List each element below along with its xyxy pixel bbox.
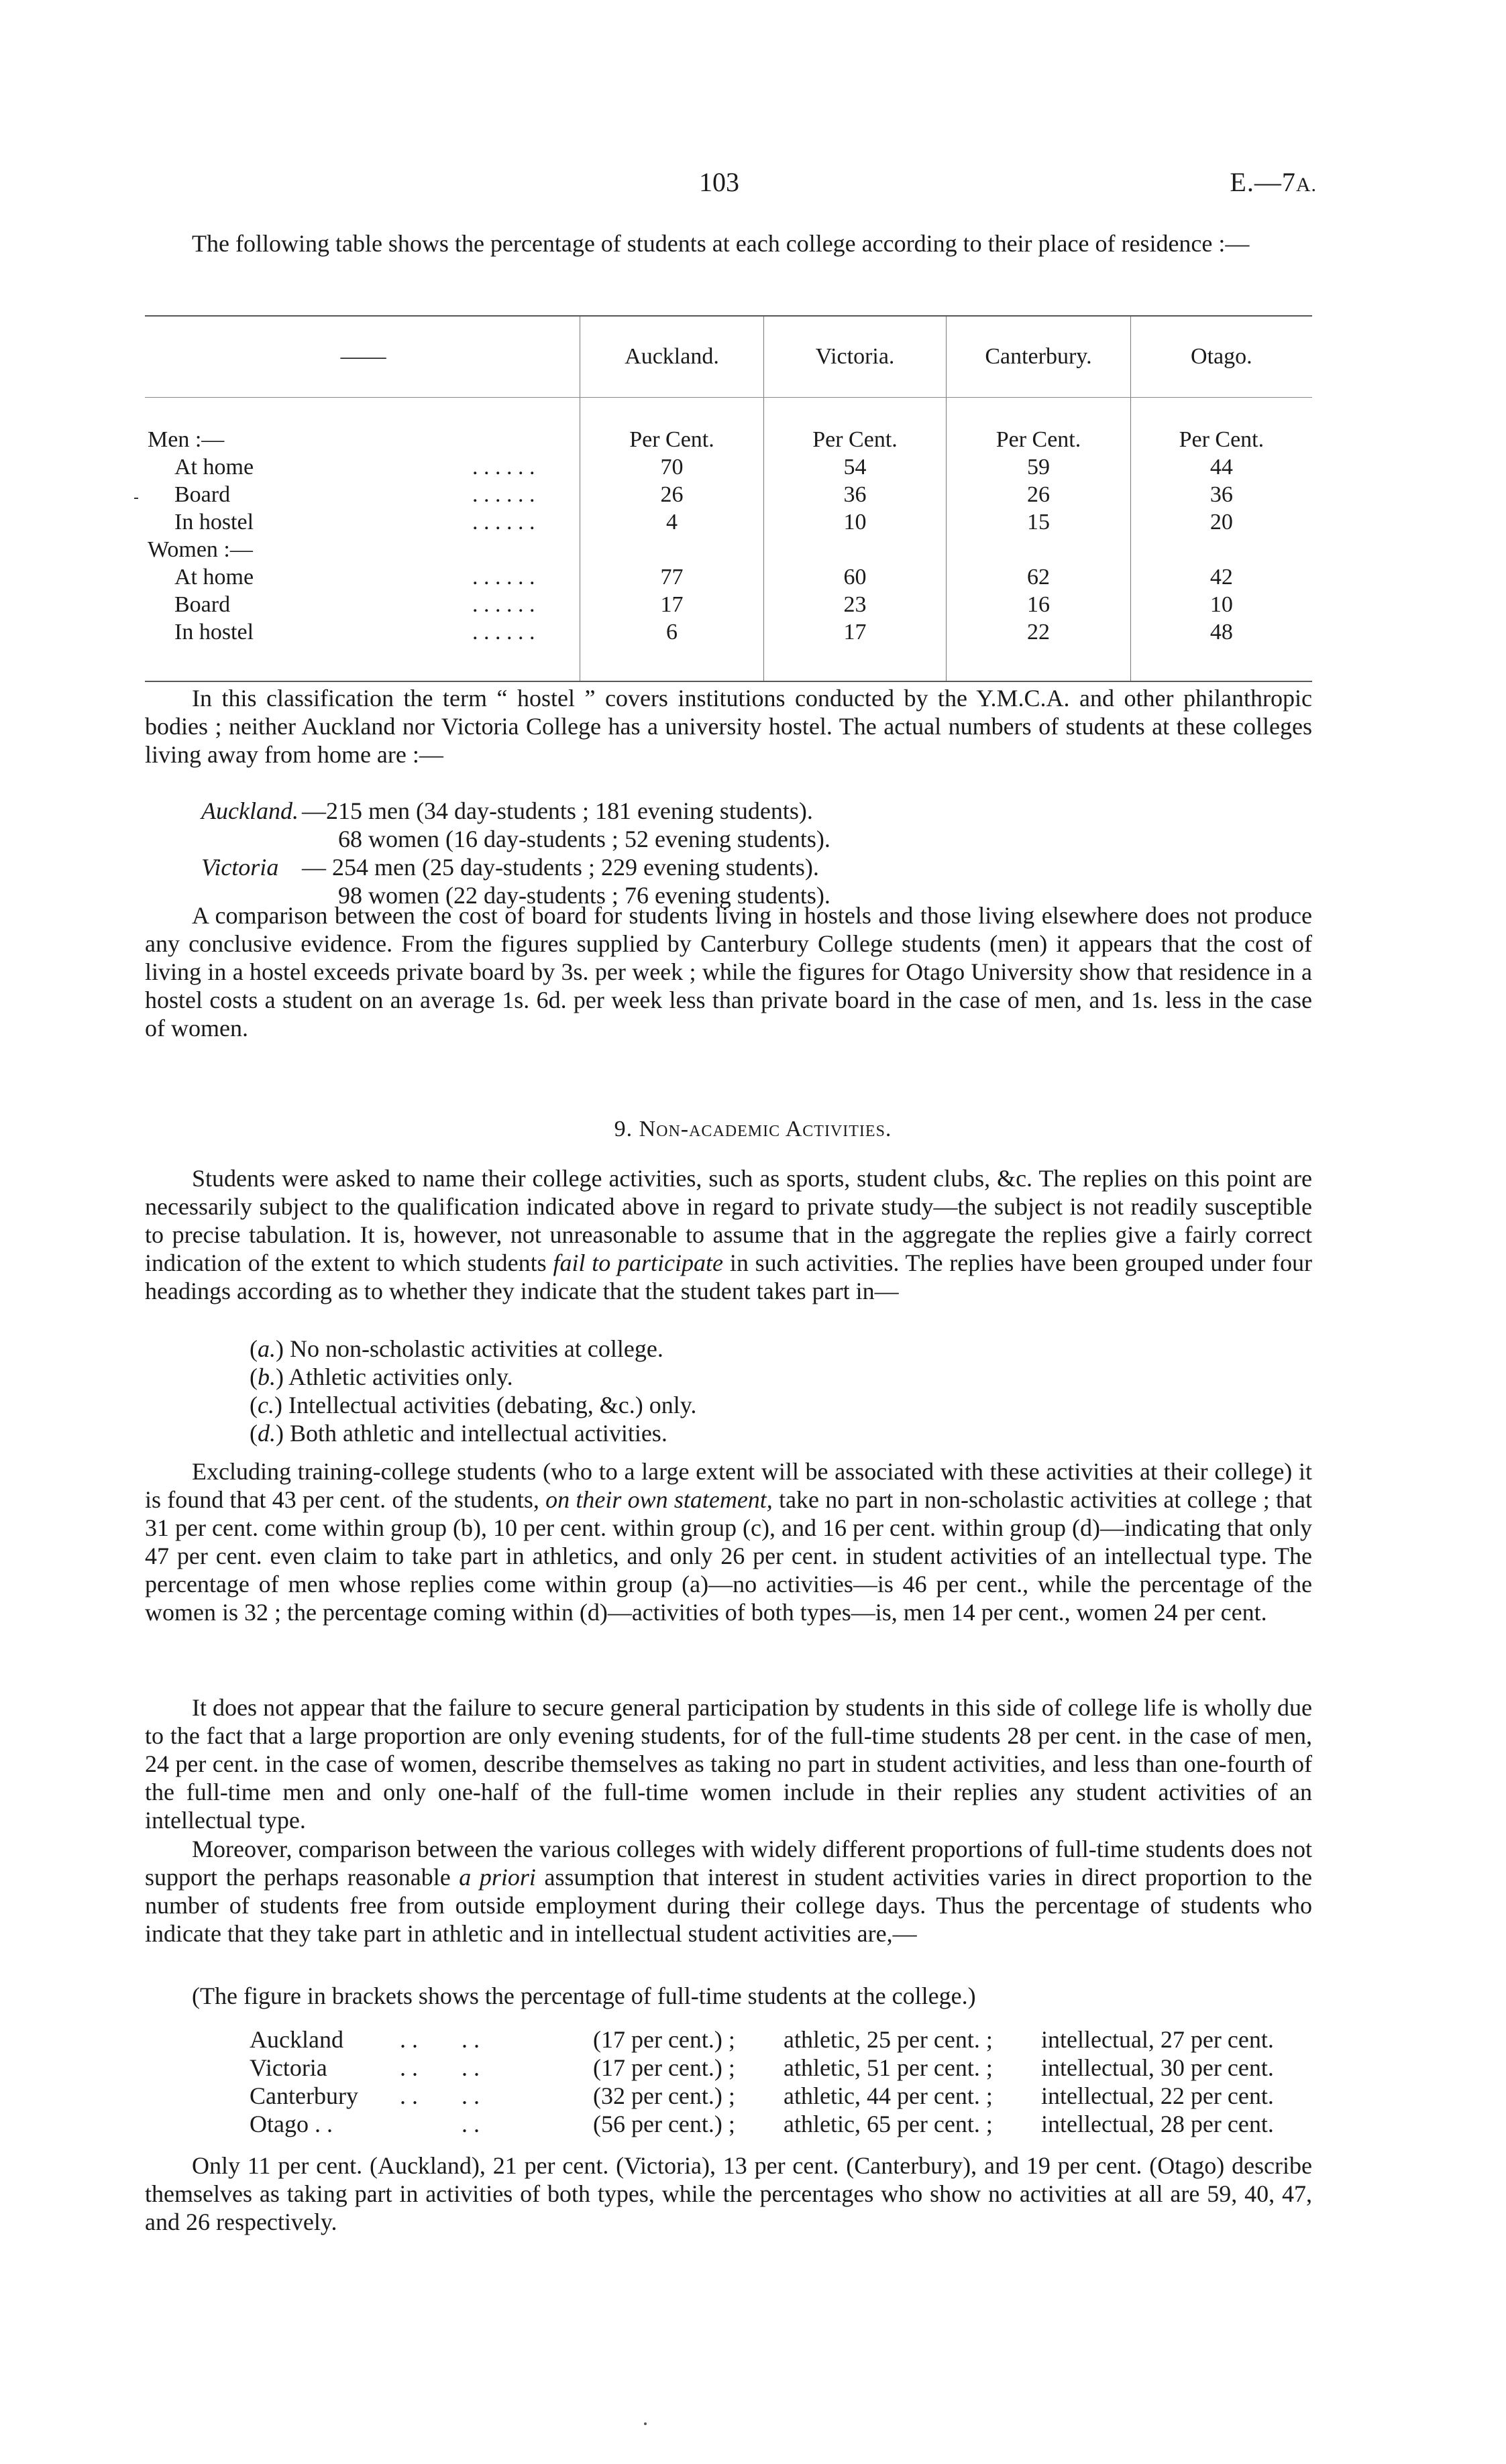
row-label-text: At home xyxy=(174,564,254,590)
group-label-men: Men :— xyxy=(148,427,225,452)
doc-ref-suffix: A. xyxy=(1295,174,1317,196)
leader-dots: . . . . . . xyxy=(472,482,535,507)
intro-paragraph xyxy=(145,229,1312,258)
row-label-text: In hostel xyxy=(174,619,254,645)
document-reference xyxy=(1230,166,1317,198)
section-number: 9. xyxy=(614,1117,633,1141)
fulltime-percent: (17 per cent.) ; xyxy=(593,2026,735,2053)
list-item: (a.) No non-scholastic activities at college. xyxy=(250,1335,663,1362)
excluding-text-b: take no part in non-scholastic activities at college ; that 31 per cent. come within group (b), 10 per cent. within group (c), and 16 per cent. within group (d)—indicating that only 47 per cent. even claim to take part in athletics, and only 26 per cent. in student activities of an intellectual type. The percentage of men whose replies come within group (a)—no activities—is 46 per cent., while the percentage of the women is 32 ; the percentage coming within (d)—activities of both types—is, men 14 per cent., women 24 per cent. xyxy=(145,1486,1312,1626)
excluding-text-a: Excluding training-college students (who to a large extent will be associated with these activities at their college) it is found that 43 per cent. of the students, xyxy=(145,1458,1312,1513)
table-cell: 17 xyxy=(763,618,946,681)
table-row xyxy=(145,453,1312,481)
page-speck xyxy=(644,2422,647,2425)
table-header-row xyxy=(145,316,1312,398)
auckland-women: 68 women (16 day-students ; 52 evening students). xyxy=(338,826,830,852)
row-label-text: In hostel xyxy=(174,509,254,535)
cost-paragraph xyxy=(145,901,1312,1042)
athletic-percent: athletic, 51 per cent. ; xyxy=(784,2054,993,2081)
table-cell: 62 xyxy=(947,563,1130,591)
table-cell: 36 xyxy=(763,481,946,508)
leader-dots: . . xyxy=(400,2082,418,2109)
group-text: No non-scholastic activities at college. xyxy=(290,1335,663,1362)
intellectual-percent: intellectual, 22 per cent. xyxy=(1041,2082,1274,2109)
intellectual-percent: intellectual, 30 per cent. xyxy=(1041,2054,1274,2081)
unit-cell: Per Cent. xyxy=(1130,398,1312,454)
moreover-text-a: Moreover, comparison between the various colleges with widely different proportions of full-time students does not support the perhaps reasonable xyxy=(145,1836,1312,1891)
table-cell: 70 xyxy=(580,453,764,481)
athletic-percent: athletic, 44 per cent. ; xyxy=(784,2082,993,2109)
leader-dots: . . xyxy=(462,2111,480,2137)
table-cell: 48 xyxy=(1130,618,1312,681)
excluding-text xyxy=(145,1457,1312,1626)
row-label xyxy=(145,453,580,481)
empty-cell xyxy=(763,536,946,563)
table-cell: 59 xyxy=(947,453,1130,481)
group-list xyxy=(250,1335,696,1447)
page-number: 103 xyxy=(699,167,739,197)
leader-dots: . . . . . . xyxy=(472,509,535,535)
group-label-women: Women :— xyxy=(148,537,253,562)
page-header xyxy=(0,166,1506,207)
list-item: (b.) Athletic activities only. xyxy=(250,1363,513,1390)
college-name: Otago . . xyxy=(250,2111,333,2137)
table-cell: 10 xyxy=(763,508,946,536)
table-cell: 44 xyxy=(1130,453,1312,481)
hostel-paragraph xyxy=(145,684,1312,769)
table-cell: 23 xyxy=(763,591,946,618)
activities-text xyxy=(145,1164,1312,1305)
col-header-victoria: Victoria. xyxy=(763,316,946,398)
empty-cell xyxy=(947,536,1130,563)
table-cell: 20 xyxy=(1130,508,1312,536)
table-row xyxy=(145,508,1312,536)
list-item: (d.) Both athletic and intellectual activities. xyxy=(250,1420,667,1447)
fulltime-percent: (56 per cent.) ; xyxy=(593,2111,735,2137)
row-label xyxy=(145,618,580,681)
row-label-text: Board xyxy=(174,592,231,617)
final-text: Only 11 per cent. (Auckland), 21 per cent. (Victoria), 13 per cent. (Canterbury), and 19 per cent. (Otago) describe themselves as taking part in activities of both types, while the percentages who show no activities at all are 59, 40, 47, and 26 respectively. xyxy=(145,2152,1312,2235)
athletic-percent: athletic, 65 per cent. ; xyxy=(784,2111,993,2137)
table-cell: 10 xyxy=(1130,591,1312,618)
table-cell: 16 xyxy=(947,591,1130,618)
leader-dots: . . . . . . xyxy=(472,454,535,480)
intro-text: The following table shows the percentage of students at each college according to their place of residence :— xyxy=(192,230,1250,257)
leader-dots: . . xyxy=(462,2082,480,2109)
moreover-emphasis: a priori xyxy=(459,1864,536,1891)
table-cell: 60 xyxy=(763,563,946,591)
hostel-text: In this classification the term “ hostel ” covers institutions conducted by the Y.M.C.A. and other philanthropic bodies ; neither Auckland nor Victoria College has a university hostel. The actual numbers of students at these colleges living away from home are :— xyxy=(145,685,1312,768)
table-row xyxy=(145,591,1312,618)
table-cell: 77 xyxy=(580,563,764,591)
leader-dots: . . . . . . xyxy=(472,564,535,590)
col-header-canterbury: Canterbury. xyxy=(947,316,1130,398)
intellectual-percent: intellectual, 28 per cent. xyxy=(1041,2111,1274,2137)
table-cell: 54 xyxy=(763,453,946,481)
final-paragraph xyxy=(145,2151,1312,2236)
college-name-victoria: Victoria xyxy=(201,854,279,881)
unit-cell: Per Cent. xyxy=(947,398,1130,454)
table-cell: 6 xyxy=(580,618,764,681)
table-row xyxy=(145,536,1312,563)
leader-dots: . . xyxy=(400,2026,418,2053)
table-cell: 22 xyxy=(947,618,1130,681)
fulltime-percent: (17 per cent.) ; xyxy=(593,2054,735,2081)
college-name-auckland: Auckland. xyxy=(201,797,299,824)
unit-cell: Per Cent. xyxy=(763,398,946,454)
victoria-men: — 254 men (25 day-students ; 229 evening students). xyxy=(302,854,819,881)
athletic-percent: athletic, 25 per cent. ; xyxy=(784,2026,993,2053)
failure-paragraph xyxy=(145,1693,1312,1834)
empty-cell xyxy=(580,536,764,563)
section-title: Non-academic Activities. xyxy=(639,1117,892,1141)
failure-text: It does not appear that the failure to secure general participation by students in this side of college life is wholly due to the fact that a large proportion are only evening students, for of the full-time students 28 per cent. in the case of men, 24 per cent. in the case of women, describe themselves as taking no part in student activities, and less than one-fourth of the full-time men and only one-half of the full-time women include in their replies any student activities of an intellectual type. xyxy=(145,1694,1312,1834)
table-cell: 42 xyxy=(1130,563,1312,591)
activities-emphasis: fail to participate xyxy=(553,1249,724,1276)
unit-cell: Per Cent. xyxy=(580,398,764,454)
table-cell: 26 xyxy=(947,481,1130,508)
fulltime-percent: (32 per cent.) ; xyxy=(593,2082,735,2109)
row-label xyxy=(145,563,580,591)
col-header-otago: Otago. xyxy=(1130,316,1312,398)
group-text: Both athletic and intellectual activities. xyxy=(290,1420,667,1447)
row-label xyxy=(145,481,580,508)
moreover-text xyxy=(145,1835,1312,1948)
college-name: Canterbury xyxy=(250,2082,358,2109)
group-letter: c. xyxy=(258,1392,274,1418)
table-corner: —— xyxy=(145,316,580,398)
group-letter: b. xyxy=(258,1363,276,1390)
table-row xyxy=(145,563,1312,591)
table-cell: 15 xyxy=(947,508,1130,536)
leader-dots: . . . . . . xyxy=(472,619,535,645)
moreover-text-b: assumption that interest in student activities varies in direct proportion to the number of students free from outside employment during their college days. Thus the percentage of students who indicate that they take part in athletic and in intellectual student activities are,— xyxy=(145,1864,1312,1947)
row-label xyxy=(145,591,580,618)
row-label-text: At home xyxy=(174,454,254,480)
row-label-text: Board xyxy=(174,482,231,507)
table-row xyxy=(145,398,1312,454)
college-name: Victoria xyxy=(250,2054,327,2081)
table-cell: 26 xyxy=(580,481,764,508)
excluding-paragraph xyxy=(145,1457,1312,1626)
table-cell: 4 xyxy=(580,508,764,536)
group-text: Intellectual activities (debating, &c.) only. xyxy=(288,1392,697,1418)
leader-dots: . . xyxy=(462,2026,480,2053)
list-item: (c.) Intellectual activities (debating, &c.) only. xyxy=(250,1392,697,1418)
residence-table xyxy=(145,315,1312,682)
group-letter: a. xyxy=(258,1335,276,1362)
table-cell: 36 xyxy=(1130,481,1312,508)
auckland-men: —215 men (34 day-students ; 181 evening students). xyxy=(302,797,813,824)
victoria-women: 98 women (22 day-students ; 76 evening students). xyxy=(338,882,830,909)
col-header-auckland: Auckland. xyxy=(580,316,764,398)
excluding-emphasis: on their own statement, xyxy=(545,1486,773,1513)
margin-mark xyxy=(134,498,138,499)
table-row xyxy=(145,618,1312,681)
intellectual-percent: intellectual, 27 per cent. xyxy=(1041,2026,1274,2053)
cost-text: A comparison between the cost of board for students living in hostels and those living elsewhere does not produce any conclusive evidence. From the figures supplied by Canterbury College students (men) it appears that the cost of living in a hostel exceeds private board by 3s. per week ; while the figures for Otago University show that residence in a hostel costs a student on an average 1s. 6d. per week less than private board in the case of men, and 1s. less in the case of women. xyxy=(145,902,1312,1042)
group-letter: d. xyxy=(258,1420,276,1447)
college-name: Auckland xyxy=(250,2026,343,2053)
section-heading xyxy=(0,1117,1506,1142)
leader-dots: . . xyxy=(400,2054,418,2081)
moreover-paragraph xyxy=(145,1835,1312,1948)
group-text: Athletic activities only. xyxy=(288,1363,513,1390)
table-row xyxy=(145,481,1312,508)
activities-text-b: in such activities. The replies have been grouped under four headings according as to whether they indicate that the student takes part in— xyxy=(145,1249,1313,1304)
doc-ref-main: E.—7 xyxy=(1230,167,1296,197)
table-cell: 17 xyxy=(580,591,764,618)
row-label xyxy=(145,508,580,536)
activities-paragraph xyxy=(145,1164,1312,1305)
empty-cell xyxy=(1130,536,1312,563)
leader-dots: . . . . . . xyxy=(472,592,535,617)
activities-text-a: Students were asked to name their college activities, such as sports, student clubs, &c. The replies on this point are necessarily subject to the qualification indicated above in regard to private study—the subject is not readily susceptible to precise tabulation. It is, however, not unreasonable to assume that in the aggregate the replies give a fairly correct indication of the extent to which students xyxy=(145,1165,1312,1276)
leader-dots: . . xyxy=(462,2054,480,2081)
bracket-note: (The figure in brackets shows the percentage of full-time students at the college.) xyxy=(192,1982,976,2009)
